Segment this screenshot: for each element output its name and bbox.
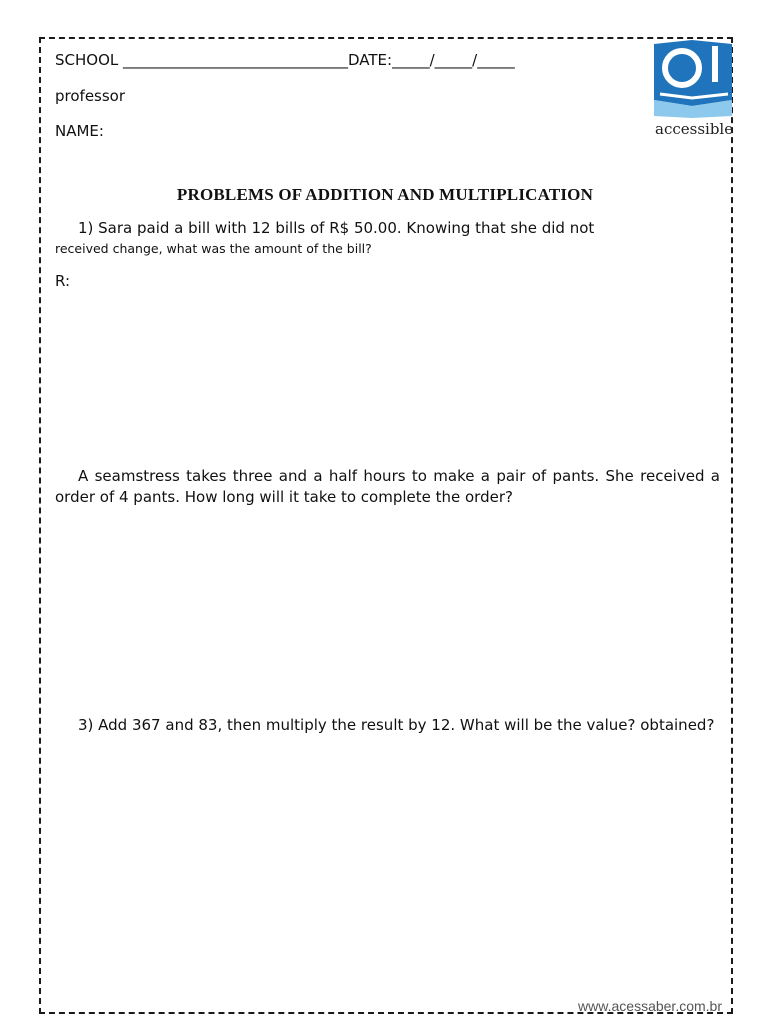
professor-label: professor [55, 87, 126, 105]
question-1-line-1: 1) Sara paid a bill with 12 bills of R$ 50.00. Knowing that she did not [78, 219, 595, 237]
question-3: 3) Add 367 and 83, then multiply the result by 12. What will be the value? obtained? [78, 716, 715, 734]
school-date-line: SCHOOL ______________________________DATE:_____/_____/_____ [55, 51, 515, 69]
name-label: NAME: [55, 122, 104, 140]
footer-website: www.acessaber.com.br [578, 998, 722, 1014]
worksheet-title: PROBLEMS OF ADDITION AND MULTIPLICATION [176, 185, 594, 204]
page-border [39, 37, 733, 1014]
logo-caption: accessible [655, 120, 734, 138]
answer-label: R: [55, 272, 71, 290]
person-book-logo-icon [652, 38, 734, 118]
question-1-line-2: received change, what was the amount of the bill? [55, 241, 372, 256]
question-2: A seamstress takes three and a half hours to make a pair of pants. She received a order of 4 pants. How long will it take to complete the order? [55, 467, 720, 506]
